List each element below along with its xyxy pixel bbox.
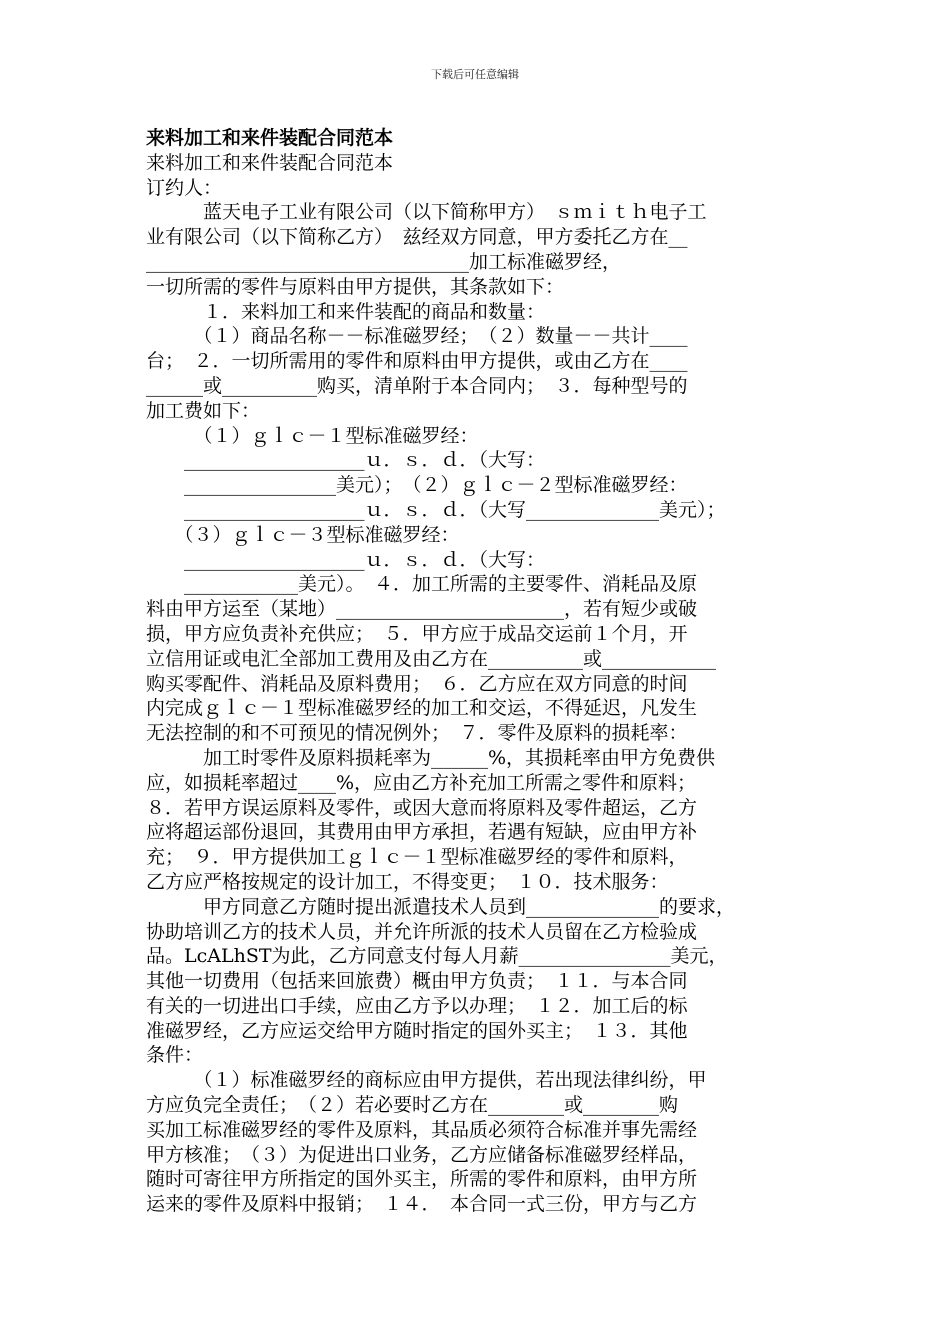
text-line: 乙方应严格按规定的设计加工，不得变更； １０．技术服务： — [146, 870, 669, 893]
text-line: 协助培训乙方的技术人员，并允许所派的技术人员留在乙方检验成 — [146, 920, 698, 943]
text-line: 条件： — [146, 1044, 204, 1067]
text-line: 无法控制的和不可预见的情况例外； ７．零件及原料的损耗率： — [146, 722, 688, 745]
text-line: 甲方同意乙方随时提出派遣技术人员到______________的要求， — [146, 895, 736, 918]
text-line: 来料加工和来件装配合同范本 — [146, 151, 394, 174]
text-line: 台； ２．一切所需用的零件和原料由甲方提供，或由乙方在____ — [146, 350, 688, 373]
text-line: 损，甲方应负责补充供应； ５．甲方应于成品交运前１个月，开 — [146, 622, 688, 645]
text-line: 料由甲方运至（某地）________________________，若有短少或破 — [146, 598, 698, 621]
text-line: 其他一切费用（包括来回旅费）概由甲方负责； １１．与本合同 — [146, 970, 688, 993]
text-line: 方应负完全责任； （２）若必要时乙方在________或________购 — [146, 1094, 679, 1117]
contract-body — [146, 126, 816, 1217]
text-line: 一切所需的零件与原料由甲方提供，其条款如下： — [146, 275, 565, 298]
text-line: ____________美元）。 ４．加工所需的主要零件、消耗品及原 — [146, 573, 698, 596]
text-line: ________________美元）； （２）ｇｌｃ－２型标准磁罗经： — [146, 474, 688, 497]
text-line: （１）ｇｌｃ－１型标准磁罗经： — [146, 424, 479, 447]
text-line: 业有限公司（以下简称乙方） 兹经双方同意，甲方委托乙方在__ — [146, 226, 688, 249]
text-line: 充； ９．甲方提供加工ｇｌｃ－１型标准磁罗经的零件和原料， — [146, 846, 688, 869]
text-line: __________________________________加工标准磁罗经， — [146, 250, 622, 273]
text-line: 买加工标准磁罗经的零件及原料，其品质必须符合标准并事先需经 — [146, 1118, 698, 1141]
text-line: （１）商品名称－－标准磁罗经； （２）数量－－共计____ — [146, 325, 688, 348]
text-line: １．来料加工和来件装配的商品和数量： — [146, 300, 546, 323]
text-line: 应，如损耗率超过____%，应由乙方补充加工所需之零件和原料； — [146, 771, 697, 794]
document-title: 来料加工和来件装配合同范本 — [146, 127, 394, 149]
text-line: ___________________ｕ．ｓ．ｄ．（大写： — [146, 548, 546, 571]
text-line: 有关的一切进出口手续，应由乙方予以办理； １２．加工后的标 — [146, 994, 688, 1017]
text-line: 运来的零件及原料中报销； １４． 本合同一式三份，甲方与乙方 — [146, 1193, 698, 1216]
text-line: 加工时零件及原料损耗率为______%，其损耗率由甲方免费供 — [146, 746, 716, 769]
text-line: （３）ｇｌｃ－３型标准磁罗经： — [146, 523, 460, 546]
text-line: 订约人： — [146, 176, 223, 199]
text-line: 品。LcALhST为此，乙方同意支付每人月薪________________美元， — [146, 945, 728, 968]
text-line: ___________________ｕ．ｓ．ｄ．（大写______________美元）； — [146, 498, 726, 521]
text-line: ______或__________购买，清单附于本合同内； ３．每种型号的 — [146, 374, 688, 397]
text-line: ８．若甲方误运原料及零件，或因大意而将原料及零件超运，乙方 — [146, 796, 698, 819]
text-line: 准磁罗经，乙方应运交给甲方随时指定的国外买主； １３．其他 — [146, 1019, 688, 1042]
text-line: 立信用证或电汇全部加工费用及由乙方在__________或____________ — [146, 647, 717, 670]
text-line: 应将超运部份退回，其费用由甲方承担，若遇有短缺，应由甲方补 — [146, 821, 698, 844]
text-line: 内完成ｇｌｃ－１型标准磁罗经的加工和交运，不得延迟，凡发生 — [146, 697, 698, 720]
text-line: ___________________ｕ．ｓ．ｄ．（大写： — [146, 449, 546, 472]
text-line: 甲方核准； （３）为促进出口业务，乙方应储备标准磁罗经样品， — [146, 1143, 698, 1166]
text-line: 蓝天电子工业有限公司（以下简称甲方） ｓｍｉｔｈ电子工 — [146, 201, 707, 224]
text-line: （１）标准磁罗经的商标应由甲方提供，若出现法律纠纷，甲 — [146, 1069, 707, 1092]
text-line: 随时可寄往甲方所指定的国外买主，所需的零件和原料，由甲方所 — [146, 1168, 698, 1191]
header-note: 下载后可任意编辑 — [431, 68, 519, 81]
text-line: 购买零配件、消耗品及原料费用； ６．乙方应在双方同意的时间 — [146, 672, 688, 695]
text-line: 加工费如下： — [146, 399, 261, 422]
